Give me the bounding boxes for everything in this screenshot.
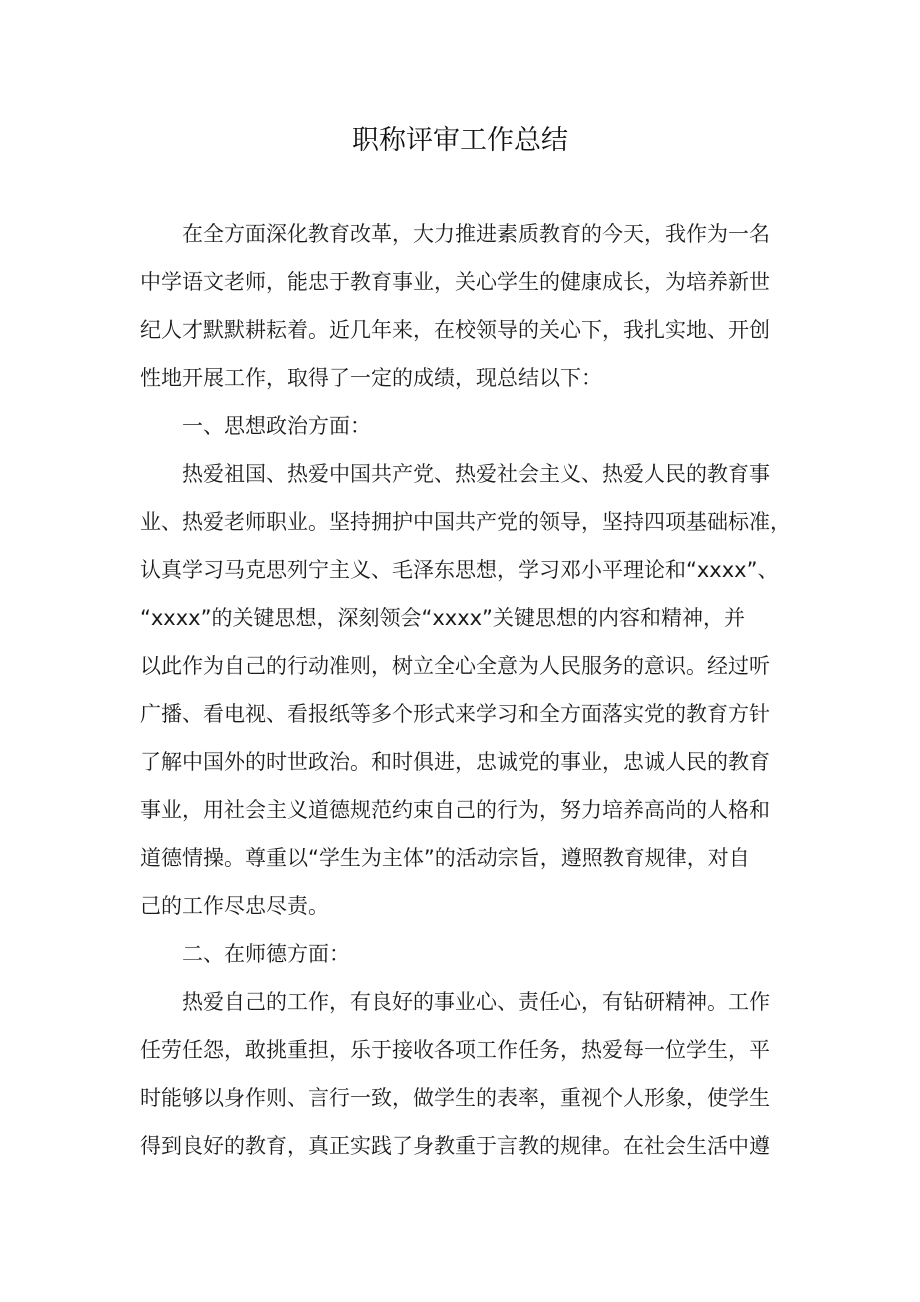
- text-line: 以此作为自己的行动准则，树立全心全意为人民服务的意识。经过听: [140, 654, 770, 678]
- section-heading: 一、思想政治方面：: [182, 414, 371, 438]
- text-line: 热爱祖国、热爱中国共产党、热爱社会主义、热爱人民的教育事: [182, 462, 770, 486]
- text-line: 业、热爱老师职业。坚持拥护中国共产党的领导，坚持四项基础标准，: [140, 510, 791, 534]
- text-line: 热爱自己的工作，有良好的事业心、责任心，有钻研精神。工作: [182, 990, 770, 1014]
- text-line: 得到良好的教育，真正实践了身教重于言教的规律。在社会生活中遵: [140, 1134, 770, 1158]
- text-line: 事业，用社会主义道德规范约束自己的行为，努力培养高尚的人格和: [140, 798, 770, 822]
- text-line: 道德情操。尊重以“学生为主体”的活动宗旨，遵照教育规律，对自: [140, 846, 750, 870]
- text-line: 在全方面深化教育改革，大力推进素质教育的今天，我作为一名: [182, 222, 770, 246]
- text-line: 时能够以身作则、言行一致，做学生的表率，重视个人形象，使学生: [140, 1086, 770, 1110]
- document-title: 职称评审工作总结: [352, 125, 568, 156]
- text-line: “xxxx”的关键思想，深刻领会“xxxx”关键思想的内容和精神，并: [140, 606, 745, 630]
- section-heading: 二、在师德方面：: [182, 942, 350, 966]
- text-line: 性地开展工作，取得了一定的成绩，现总结以下：: [140, 366, 602, 390]
- text-line: 任劳任怨，敢挑重担，乐于接收各项工作任务，热爱每一位学生，平: [140, 1038, 770, 1062]
- text-line: 纪人才默默耕耘着。近几年来，在校领导的关心下，我扎实地、开创: [140, 318, 770, 342]
- text-line: 中学语文老师，能忠于教育事业，关心学生的健康成长，为培养新世: [140, 270, 770, 294]
- text-line: 认真学习马克思列宁主义、毛泽东思想，学习邓小平理论和“xxxx”、: [140, 558, 779, 582]
- text-line: 了解中国外的时世政治。和时俱进，忠诚党的事业，忠诚人民的教育: [140, 750, 770, 774]
- text-line: 己的工作尽忠尽责。: [140, 894, 329, 918]
- text-line: 广播、看电视、看报纸等多个形式来学习和全方面落实党的教育方针: [140, 702, 770, 726]
